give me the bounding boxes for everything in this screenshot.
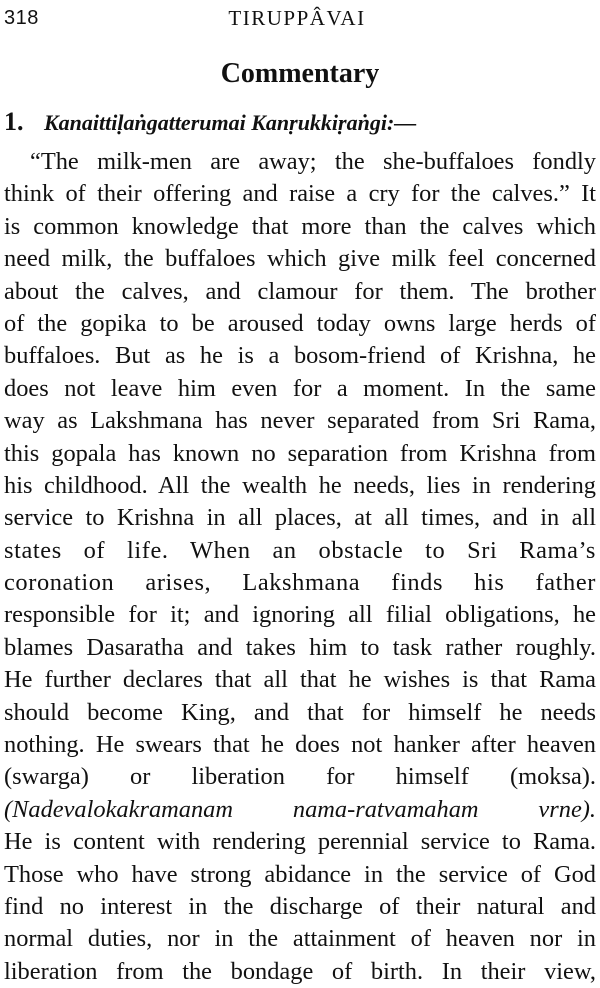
text-line: (swarga) or liberation for himself (moksa). bbox=[4, 763, 596, 791]
text-line: should become King, and that for himself he needs bbox=[4, 698, 596, 726]
text-line: his childhood. All the wealth he needs, lies in rendering bbox=[4, 471, 596, 499]
subheading-text: Kanaittiḷaṅgatterumai Kanṛukkiṛaṅgi:— bbox=[44, 110, 417, 135]
text-line: of the gopika to be aroused today owns large herds of bbox=[4, 309, 596, 337]
text-line: need milk, the buffaloes which give milk feel concerned bbox=[4, 245, 596, 273]
subheading-number: 1. bbox=[4, 107, 24, 136]
text-line: blames Dasaratha and takes him to task rather roughly. bbox=[4, 633, 596, 661]
text-line: Those who have strong abidance in the service of God bbox=[4, 860, 596, 888]
text-line: normal duties, nor in the attainment of heaven nor in bbox=[4, 925, 596, 953]
page-number: 318 bbox=[4, 7, 39, 29]
text-line: buffaloes. But as he is a bosom-friend of Krishna, he bbox=[4, 342, 596, 370]
text-line: He is content with rendering perennial service to Rama. bbox=[4, 828, 596, 856]
text-line: think of their offering and raise a cry for the calves.” It bbox=[4, 180, 596, 208]
text-line: responsible for it; and ignoring all filial obligations, he bbox=[4, 601, 596, 629]
page-header bbox=[4, 4, 560, 32]
text-line: is common knowledge that more than the calves which bbox=[4, 212, 596, 240]
text-line: coronation arises, Lakshmana finds his father bbox=[4, 569, 596, 597]
commentary-paragraph bbox=[4, 146, 596, 988]
text-line: service to Krishna in all places, at all times, and in all bbox=[4, 504, 596, 532]
text-line: about the calves, and clamour for them. The brother bbox=[4, 277, 596, 305]
text-line: “The milk-men are away; the she-buffaloes fondly bbox=[30, 148, 596, 175]
text-line: does not leave him even for a moment. In the same bbox=[4, 374, 596, 402]
text-line: He further declares that all that he wishes is that Rama bbox=[4, 666, 596, 694]
commentary-subheading bbox=[4, 105, 594, 139]
text-line: find no interest in the discharge of their natural and bbox=[4, 892, 596, 920]
text-line: way as Lakshmana has never separated from Sri Rama, bbox=[4, 407, 596, 435]
text-line: this gopala has known no separation from Krishna from bbox=[4, 439, 596, 467]
text-line: states of life. When an obstacle to Sri Rama’s bbox=[4, 536, 596, 564]
running-title: TIRUPPÂVAI bbox=[228, 6, 366, 30]
text-line: liberation from the bondage of birth. In their view, bbox=[4, 957, 596, 985]
text-line: nothing. He swears that he does not hanker after heaven bbox=[4, 731, 596, 759]
text-line: (Nadevalokakramanam nama-ratvamaham vrne). bbox=[4, 795, 596, 823]
section-title: Commentary bbox=[220, 58, 380, 89]
